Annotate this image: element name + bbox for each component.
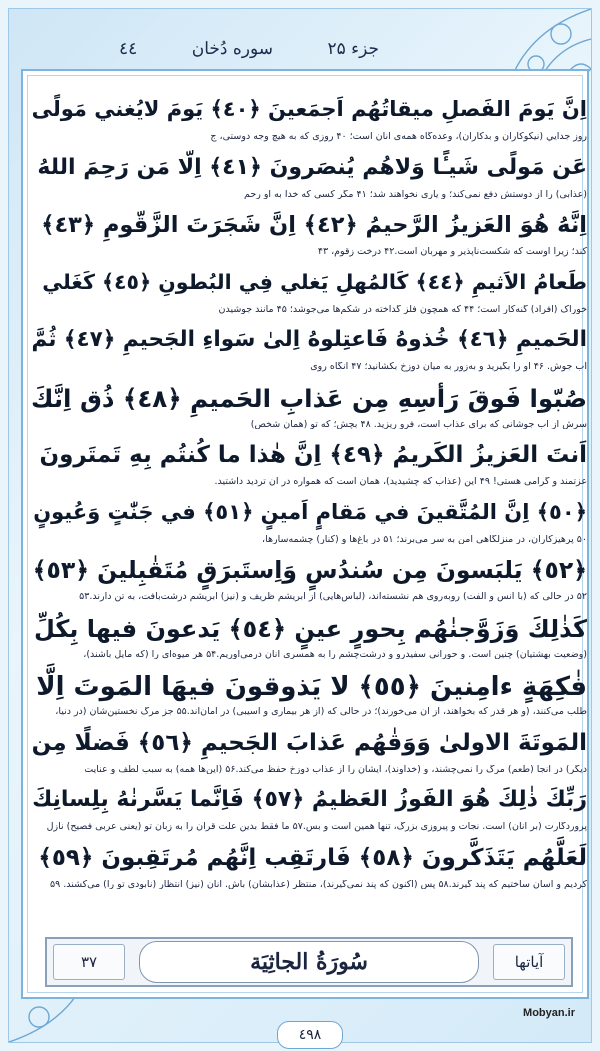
ayat-label: آياتها [493,944,565,980]
translation-line: طلب می‌كنند، (و هر قدر كه بخواهند، از آن می‌خورند)؛ در حالی كه (از هر بيماری و آسيبی) در امان‌اند.۵۵ جز مرگ نخستين‌شان (در دنيا، [55,707,587,717]
verse-line: اِنَّهُ هُوَ العَزيزُ الرَّحيمُ ﴿٤٢﴾ اِنَّ شَجَرَتَ الزَّقّومِ ﴿٤٣﴾ [41,212,587,238]
verse-line: فٰكِهَةٍ ءامِنينَ ﴿٥٥﴾ لا يَذوقونَ فيهَا المَوتَ اِلَّا [36,672,587,702]
translation-line: ديگر) در آنجا (طعم) مرگ را نمی‌چشند، و (خداوند)، ايشان را از عذاب دوزخ حفظ می‌كند.۵۶ (اين‌ها همه) به سبب لطف و عنايت [84,764,587,774]
verse-line: عَن مَولًى شَيـًٔا وَلاهُم يُنصَرونَ ﴿٤١﴾ اِلّا مَن رَحِمَ اللهُ [37,154,587,180]
page-number: ٤٩٨ [277,1021,343,1049]
site-watermark: Mobyan.ir [523,1007,575,1019]
translation-line: عزتمند و گرامی هستی! ۴۹ اين (عذاب كه چشيديد)، همان است كه همواره در آن ترديد داشتيد. [214,477,587,487]
surah-number: ٤٤ [119,39,138,59]
translation-line: كند؛ زيرا اوست كه شكست‌ناپذير و مهربان است.۴۲ درخت زقوم، ۴۳ [317,247,587,257]
verse-line: كَذٰلِكَ وَزَوَّجنٰهُم بِحورٍ عينٍ ﴿٥٤﴾ يَدعونَ فيها بِكُلِّ [33,614,587,643]
verse-line: اَنتَ العَزيزُ الكَريمُ ﴿٤٩﴾ اِنَّ هٰذا ما كُنتُم بِهِ تَمتَرونَ [39,442,587,468]
translation-line: (وضعيت بهشتيان) چنين است. و حورانی سفيدرو و درشت‌چشم را به همسری آنان درمی‌آوريم.۵۴ هر ميوه‌ای را (كه مايل باشند)، [83,649,587,659]
ayat-count: ٣٧ [53,944,125,980]
verse-line: ﴿٥٠﴾ اِنَّ المُتَّقينَ في مَقامٍ اَمينٍ ﴿٥١﴾ في جَنّٰتٍ وَعُيونٍ [33,499,587,524]
verse-line: ﴿٥٢﴾ يَلبَسونَ مِن سُندُسٍ وَاِستَبرَقٍ مُتَقٰبِلينَ ﴿٥٣﴾ [32,556,587,584]
translation-line: روز جدايي (نيكوكاران و بدكاران)، وعده‌گاه همه‌ی آنان است؛ ۴۰ روزی كه به هيچ وجه دوستی، ج [210,132,587,142]
surah-banner [45,937,573,987]
translation-line: ۵۰ پرهيزكاران، در منزلگاهی امن به سر می‌برند؛ ۵۱ در باغ‌ها و (كنار) چشمه‌سارها، [262,534,587,544]
translation-line: سرش از آب جوشانی كه برای عذاب است، فرو ريزيد. ۴۸ بچش؛ كه تو (همان شخص) [250,419,587,429]
translation-line: پروردگارت (بر آنان) است. نجات و پيروزی بزرگ، تنها همين است و بس.۵۷ ما فقط بدين علت قرآن را به زبان تو (يعنی عربی فصيح) نازل [46,822,587,832]
surah-name: سوره دُخان [191,39,273,59]
page-header [119,35,379,63]
verse-line: المَوتَةَ الاولىٰ وَوَقٰهُم عَذابَ الجَحيمِ ﴿٥٦﴾ فَضلًا مِن [31,729,587,756]
translation-line: (عذابی) را از دوستش دفع نمی‌كند؛ و ياری نخواهند شد؛ ۴۱ مگر كسی كه خدا به او رحم [244,189,587,199]
translation-line: خوراک (افراد) گنه‌كار است؛ ۴۴ كه همچون فلز گداخته در شكم‌ها می‌جوشد؛ ۴۵ مانند جوشيدن [218,304,587,314]
verse-line: الحَميمِ ﴿٤٦﴾ خُذوهُ فَاعتِلوهُ اِلىٰ سَواءِ الجَحيمِ ﴿٤٧﴾ ثُمَّ [31,327,587,352]
verse-line: اِنَّ يَومَ الفَصلِ ميقاتُهُم اَجمَعينَ ﴿٤٠﴾ يَومَ لايُغني مَولًى [31,97,587,121]
surah-title: سُورَةُ الجاثِيَة [139,941,479,983]
translation-line: كرديم و آسان ساختيم كه پند گيرند.۵۸ پس (اكنون كه پند نمی‌گيرند)، منتظر (عذابشان) باش. آنان (نيز) انتظار (نابودی تو را) می‌كشند. ۵۹ [50,879,587,889]
page-frame [8,8,592,1043]
verse-line: طَعامُ الاَثيمِ ﴿٤٤﴾ كَالمُهلِ يَغلي فِي البُطونِ ﴿٤٥﴾ كَغَلي [42,269,587,294]
verse-line: صُبّوا فَوقَ رَأسِهِ مِن عَذابِ الحَميمِ ﴿٤٨﴾ ذُق اِنَّكَ [31,383,587,413]
juz-label: جزء ۲۵ [327,39,379,59]
verse-line: رَبِّكَ ذٰلِكَ هُوَ الفَوزُ العَظيمُ ﴿٥٧﴾ فَاِنَّما يَسَّرنٰهُ بِلِسانِكَ [32,787,587,812]
verse-line: لَعَلَّهُم يَتَذَكَّرونَ ﴿٥٨﴾ فَارتَقِب اِنَّهُم مُرتَقِبونَ ﴿٥٩﴾ [38,844,587,871]
translation-line: ۵۲ در حالی كه (با انس و الفت) روبه‌روی هم نشسته‌اند، (لباس‌هايی) از ابريشم ظريف و (نيز) ابريشم درشت‌بافت، به تن دارند.۵۳ [79,592,587,602]
translation-line: آب جوش. ۴۶ او را بگيريد و به‌زور به ميان دوزخ بكشانيد؛ ۴۷ آنگاه روی [310,362,587,372]
